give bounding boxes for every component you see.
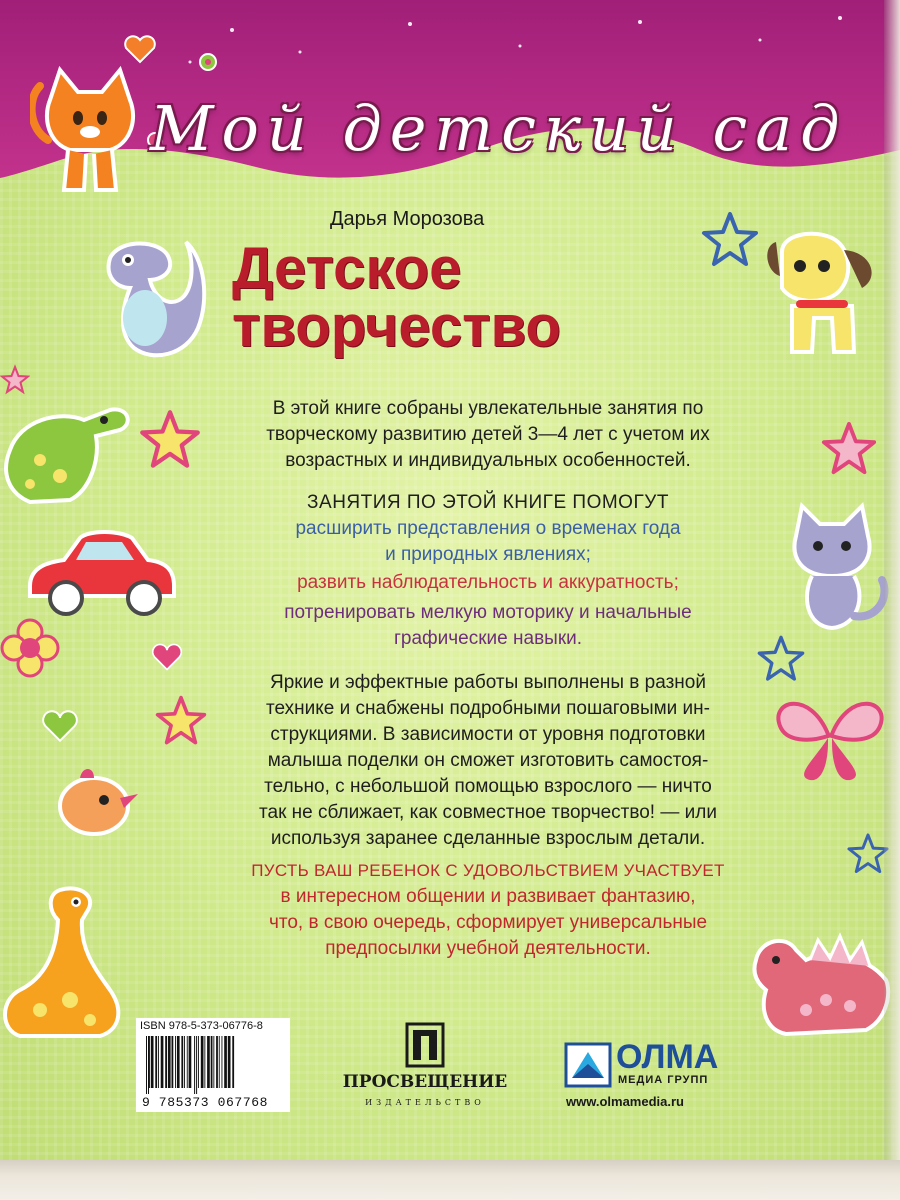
barcode-bar [148,1036,149,1094]
isbn-label: ISBN 978-5-373-06776-8 [140,1020,263,1032]
description-paragraph [228,670,748,852]
barcode-bar [207,1036,210,1088]
helps-heading: ЗАНЯТИЯ ПО ЭТОЙ КНИГЕ ПОМОГУТ [307,492,669,513]
barcode-image [144,1036,282,1094]
help-item-observation: развить наблюдательность и аккуратность; [297,572,679,593]
heart-icon [40,706,80,746]
isbn-barcode [136,1018,290,1112]
barcode-bar [146,1036,147,1094]
dog-illustration [752,222,892,372]
flower-icon [0,618,60,678]
author-name: Дарья Морозова [330,208,485,230]
series-title-text: Мой детский сад [150,92,848,165]
barcode-bar [149,1036,150,1088]
bird-illustration [50,760,140,840]
help-item-seasons [228,516,748,568]
help-line: расширить представления о временах года [295,518,681,539]
description-line: Яркие и эффектные работы выполнены в разной [270,672,706,693]
intro-paragraph [228,396,748,474]
dinosaur-illustration [90,228,220,378]
car-illustration [20,526,180,626]
cover-bottom-edge [0,1160,900,1200]
barcode-bar [161,1036,164,1088]
cover-edge-shadow [884,0,900,1200]
intro-line: творческому развитию детей 3—4 лет с учетом их [266,424,710,445]
star-icon [756,634,806,684]
closing-line: предпосылки учебной деятельности. [325,938,651,959]
series-title [150,92,890,182]
butterfly-illustration [770,680,890,790]
barcode-bar [196,1036,197,1094]
barcode-bar [187,1036,188,1088]
help-line: потренировать мелкую моторику и начальные [284,602,692,623]
barcode-bar [184,1036,185,1088]
publisher-subtitle: ИЗДАТЕЛЬСТВО [365,1098,485,1107]
description-line: струкциями. В зависимости от уровня подготовки [270,724,706,745]
intro-line: В этой книге собраны увлекательные занятия по [272,398,704,419]
description-line: технике и снабжены подробными пошаговыми ин- [266,698,710,719]
closing-line: ПУСТЬ ВАШ РЕБЕНОК С УДОВОЛЬСТВИЕМ УЧАСТВУЕТ [251,861,725,880]
dino-giraffe-illustration [0,880,140,1050]
star-icon [154,694,208,748]
description-line: так не сближает, как совместное творчество! — или [259,802,717,823]
help-line: графические навыки. [393,628,583,649]
kitten-illustration [782,496,892,636]
olma-name: ОЛМА [616,1038,719,1076]
barcode-bar [198,1036,199,1088]
barcode-bar [181,1036,183,1088]
barcode-bar [201,1036,204,1088]
closing-paragraph [218,858,758,962]
description-line: малыша поделки он сможет изготовить самостоя- [267,750,709,771]
help-item-motor-skills [228,600,748,652]
heart-icon [150,640,184,674]
closing-line: что, в свою очередь, сформирует универсальные [268,912,708,933]
barcode-bar [158,1036,159,1088]
barcode-bar [177,1036,180,1088]
dragon-illustration [0,390,140,520]
barcode-bar [194,1036,195,1094]
barcode-bar [204,1036,205,1088]
olma-subtitle: МЕДИА ГРУПП [618,1074,709,1086]
olma-emblem-icon [564,1042,612,1088]
barcode-bar [224,1036,227,1088]
barcode-bar [155,1036,157,1088]
publisher-emblem-icon [405,1022,445,1068]
help-line: и природных явлениях; [385,544,591,565]
olma-logo [560,1040,740,1110]
barcode-bar [151,1036,154,1088]
barcode-bar [216,1036,218,1088]
closing-line: в интересном общении и развивает фантазию, [280,886,696,907]
star-icon [820,420,878,478]
star-icon [138,408,202,472]
book-title [232,236,752,359]
barcode-bar [175,1036,176,1088]
barcode-bar [172,1036,174,1088]
publisher-logo [330,1022,520,1112]
description-line: используя заранее сделанные взрослым детали. [270,828,706,849]
barcode-bar [228,1036,231,1088]
cat-illustration [30,40,150,200]
barcode-bar [232,1036,234,1088]
book-title-line2: творчество [232,294,561,359]
book-title-line1: Детское [232,236,462,301]
olma-url: www.olmamedia.ru [566,1094,684,1109]
description-line: тельно, с небольшой помощью взрослого — ничто [264,776,712,797]
barcode-bar [222,1036,223,1088]
stegosaurus-illustration [746,920,896,1060]
barcode-bar [165,1036,167,1088]
barcode-bar [211,1036,213,1088]
barcode-digits: 9 785373 067768 [142,1095,269,1110]
barcode-bar [168,1036,171,1088]
intro-line: возрастных и индивидуальных особенностей. [285,450,691,471]
barcode-bar [219,1036,220,1088]
barcode-bar [189,1036,192,1088]
barcode-bar [213,1036,214,1088]
publisher-name: ПРОСВЕЩЕНИЕ [342,1072,508,1092]
